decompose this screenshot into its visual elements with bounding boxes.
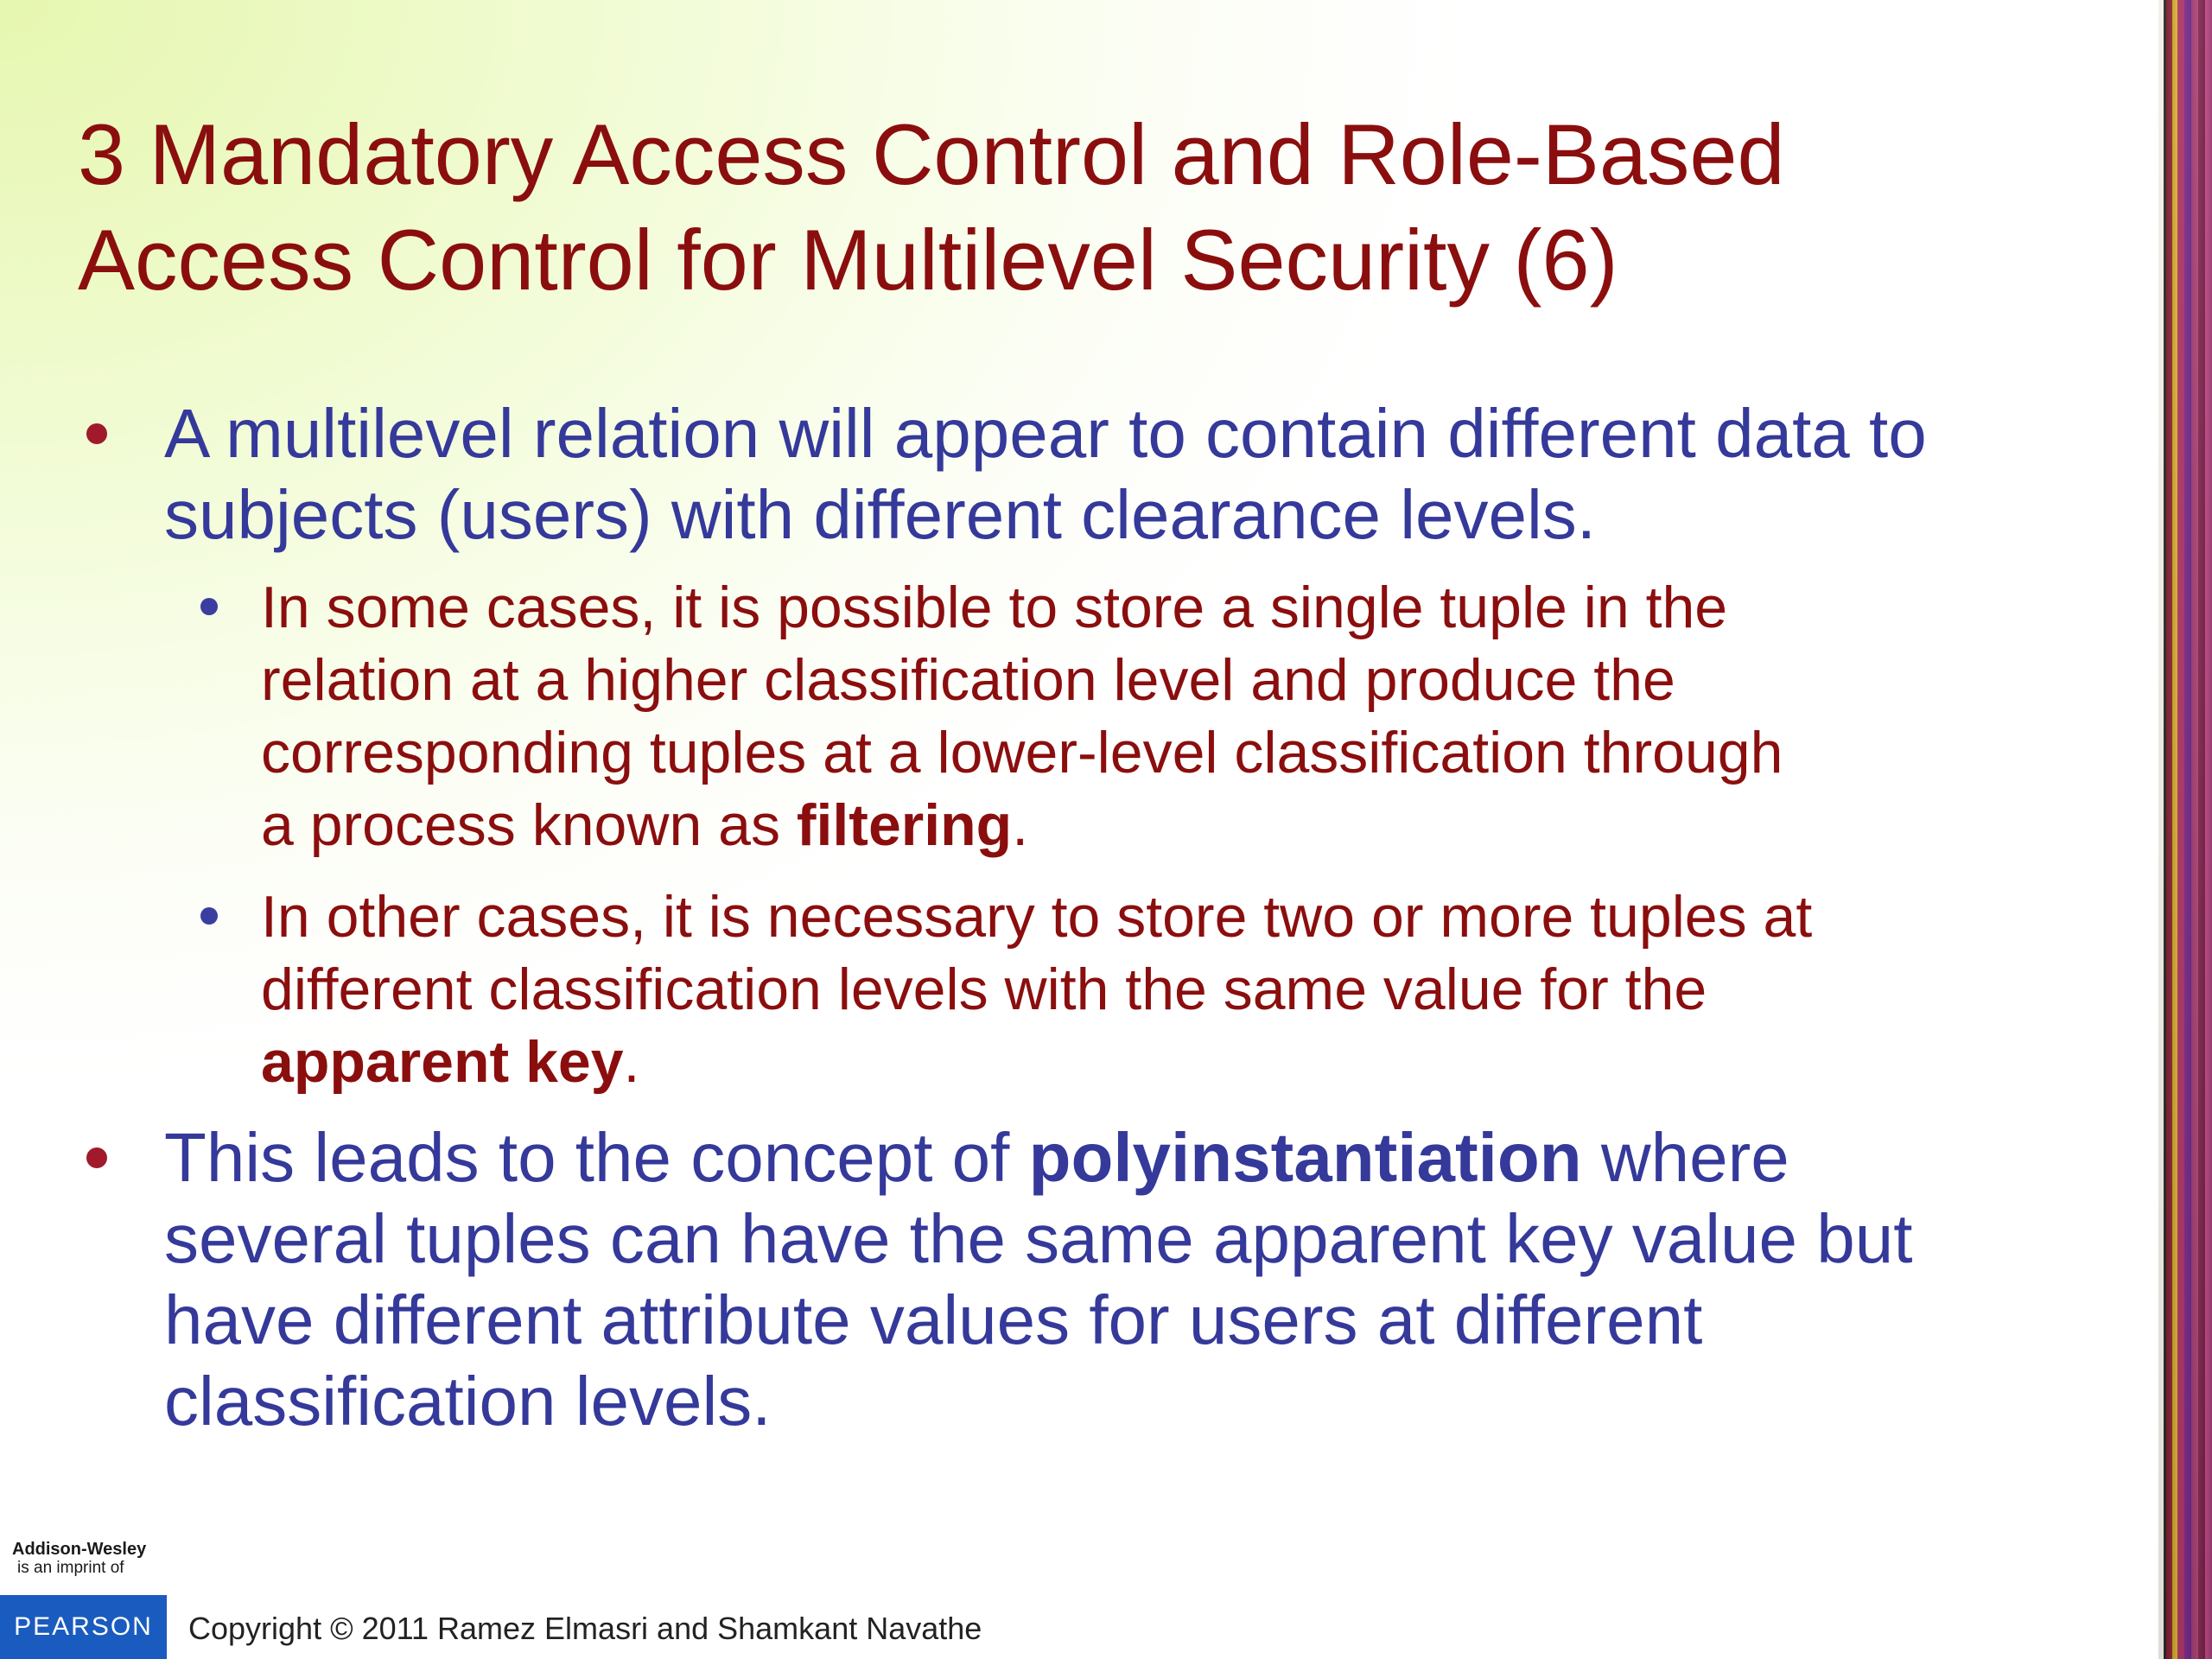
bullet-text-line: classification levels. — [164, 1363, 772, 1440]
copyright-text: Copyright © 2011 Ramez Elmasri and Shamkant Navathe — [188, 1611, 982, 1646]
subbullet-text-line: different classification levels with the same value for the — [261, 957, 1707, 1022]
slide-content — [0, 393, 2126, 1442]
bullet-text-line: where — [1581, 1119, 1789, 1196]
publisher-logo — [0, 1540, 168, 1659]
bullet-text-line: A multilevel relation will appear to contain different data to — [164, 395, 1927, 472]
term-apparent-key: apparent key — [261, 1029, 624, 1095]
subbullet-apparent-key — [0, 880, 2058, 1098]
subbullet-filtering — [0, 571, 2058, 861]
bullet-text-line: several tuples can have the same apparent key value but — [164, 1200, 1913, 1277]
punctuation: . — [1012, 792, 1029, 858]
subbullet-text-line: In other cases, it is necessary to store two or more tuples at — [261, 884, 1813, 950]
bullet-text-line: subjects (users) with different clearance levels. — [164, 476, 1597, 553]
subbullet-text-line: a process known as — [261, 792, 797, 858]
bullet-polyinstantiation — [0, 1117, 2082, 1442]
subbullet-dot-icon — [200, 907, 218, 925]
decorative-side-stripe — [2158, 0, 2212, 1659]
bullet-dot-icon — [86, 1147, 107, 1168]
punctuation: . — [623, 1029, 640, 1095]
slide-title — [78, 102, 2065, 313]
pearson-logo: PEARSON — [0, 1595, 167, 1659]
bullet-dot-icon — [86, 423, 107, 444]
bullet-text-line: This leads to the concept of — [164, 1119, 1029, 1196]
subbullet-text-line: relation at a higher classification level and produce the — [261, 647, 1675, 713]
bullet-multilevel-relation — [0, 393, 2082, 556]
subbullet-text-line: In some cases, it is possible to store a single tuple in the — [261, 575, 1728, 640]
title-line-1: 3 Mandatory Access Control and Role-Based — [78, 106, 1785, 202]
term-polyinstantiation: polyinstantiation — [1028, 1119, 1582, 1196]
bullet-text-line: have different attribute values for users at different — [164, 1281, 1703, 1358]
title-line-2: Access Control for Multilevel Security (6) — [78, 212, 1618, 308]
logo-subtitle: is an imprint of — [17, 1559, 124, 1577]
term-filtering: filtering — [796, 792, 1013, 858]
subbullet-text-line: corresponding tuples at a lower-level classification through — [261, 720, 1783, 785]
subbullet-dot-icon — [200, 598, 218, 615]
logo-name: Addison-Wesley — [12, 1540, 147, 1559]
